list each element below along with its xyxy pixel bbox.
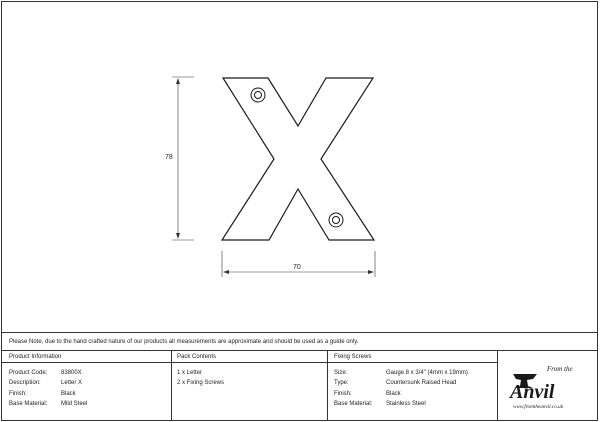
column-divider-2 xyxy=(327,350,328,420)
letter-x-drawing xyxy=(2,2,599,337)
height-dimension xyxy=(172,77,194,240)
height-dimension-label: 78 xyxy=(165,154,173,161)
logo-website: www.fromtheanvil.co.uk xyxy=(513,404,563,410)
table-row xyxy=(9,389,87,399)
product-info-table xyxy=(9,368,87,410)
row-label: Description: xyxy=(9,380,41,387)
pack-contents-list xyxy=(177,368,224,389)
list-item: 1 x Letter xyxy=(177,370,203,376)
row-value: Stainless Steel xyxy=(386,401,426,408)
pack-contents-heading: Pack Contents xyxy=(177,354,217,360)
table-row xyxy=(334,378,468,388)
row-label: Base Material: xyxy=(334,401,373,408)
row-label: Product Code: xyxy=(9,370,48,376)
row-label: Finish: xyxy=(9,390,27,397)
fixing-screws-table xyxy=(334,368,468,410)
table-row xyxy=(334,399,468,409)
table-row xyxy=(9,399,87,409)
row-value: 83800X xyxy=(61,370,82,376)
row-value: Letter X xyxy=(61,380,83,387)
list-item: 2 x Fixing Screws xyxy=(177,380,225,387)
table-row xyxy=(9,368,87,378)
row-value: Mild Steel xyxy=(61,401,88,408)
column-divider-3 xyxy=(497,350,498,420)
row-value: Gauge 8 x 3/4" (4mm x 19mm) xyxy=(386,370,468,376)
row-label: Finish: xyxy=(334,390,352,397)
logo-from-the: From the xyxy=(547,365,573,373)
letter-x-outline xyxy=(222,78,374,240)
row-label: Type: xyxy=(334,380,349,387)
product-info-heading: Product Information xyxy=(9,354,62,360)
table-header-divider xyxy=(2,362,498,363)
row-value: Black xyxy=(61,390,76,397)
width-dimension-label: 70 xyxy=(293,264,301,271)
logo-brand: Anvil xyxy=(510,381,555,403)
fixing-screws-heading: Fixing Screws xyxy=(334,354,372,360)
row-value: Countersunk Raised Head xyxy=(386,380,457,387)
table-row xyxy=(334,389,468,399)
from-the-anvil-logo xyxy=(507,362,593,412)
measurement-note: Please Note, due to the hand crafted nature of our products all measurements are approximate and should be used as a guide only. xyxy=(9,339,359,345)
table-row xyxy=(334,368,468,378)
row-label: Size: xyxy=(334,370,348,376)
table-top-divider xyxy=(2,350,598,351)
drawing-sheet xyxy=(1,1,598,421)
table-row xyxy=(9,378,87,388)
row-value: Black xyxy=(386,390,401,397)
column-divider-1 xyxy=(171,350,172,420)
note-divider xyxy=(2,332,598,333)
row-label: Base Material: xyxy=(9,401,48,408)
